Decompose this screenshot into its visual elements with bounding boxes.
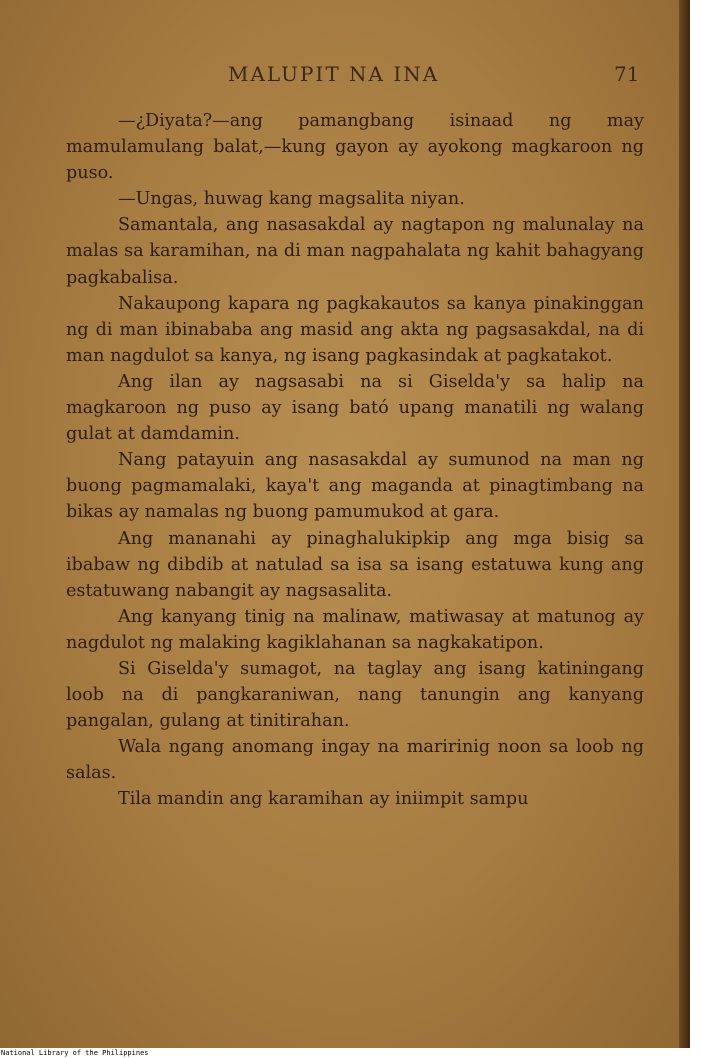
paragraph: Wala ngang anomang ingay na maririnig noon sa loob ng salas. [66,737,644,784]
library-attribution: National Library of the Philippines [1,1049,149,1057]
paragraph: Samantala, ang nasasakdal ay nagtapon ng malunalay na malas sa karamihan, na di man nagpahalata ng kahit bahagyang pagkabalisa. [66,215,644,288]
page-number: 71 [614,62,640,86]
page-header [0,60,690,90]
paragraph: Ang mananahi ay pinaghalukipkip ang mga bisig sa ibabaw ng dibdib at natulad sa isa sa isang estatuwa kung ang estatuwang nabangit ay nagsasalita. [66,528,644,601]
paragraph: Nang patayuin ang nasasakdal ay sumunod na man ng buong pagmamalaki, kaya't ang maganda at pinagtimbang na bikas ay namalas ng buong pamumukod at gara. [66,450,644,523]
paragraph: —Ungas, huwag kang magsalita niyan. [118,189,465,210]
paragraph: Ang ilan ay nagsasabi na si Giselda'y sa halip na magkaroon ng puso ay isang bató upang manatili ng walang gulat at damdamin. [66,371,644,445]
paragraph: Ang kanyang tinig na malinaw, matiwasay at matunog ay nagdulot ng malaking kagiklahanan sa nagkakatipon. [66,606,644,653]
running-title: MALUPIT NA INA [228,62,440,86]
page-spine-edge [679,0,690,1048]
paragraph: Si Giselda'y sumagot, na taglay ang isang katiningang loob na di pangkaraniwan, nang tanungin ang kanyang pangalan, gulang at tinitirahan. [66,658,644,732]
paragraph: Nakaupong kapara ng pagkakautos sa kanya pinakinggan ng di man ibinababa ang masid ang akta ng pagsasakdal, na di man nagdulot sa kanya, ng isang pagkasindak at pagkatakot. [66,293,644,366]
body-text [66,108,644,813]
paragraph: —¿Diyata?—ang pamangbang isinaad ng may mamulamulang balat,—kung gayon ay ayokong magkaroon ng puso. [66,111,644,184]
paragraph: Tila mandin ang karamihan ay iniimpit sampu [118,789,529,810]
